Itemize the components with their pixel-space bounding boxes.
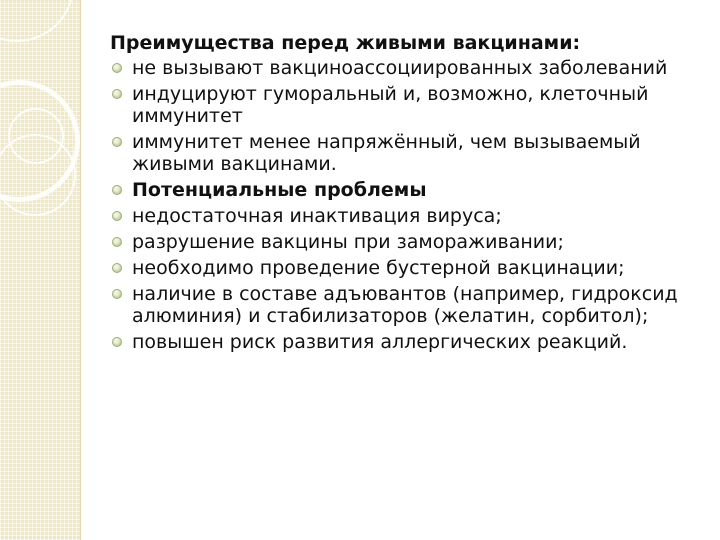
- list-item-text: иммунитет менее напряжённый, чем вызываемый живыми вакцинами.: [132, 131, 641, 175]
- list-item: [110, 205, 700, 227]
- list-item-text: индуцируют гуморальный и, возможно, клеточный иммунитет: [132, 83, 649, 127]
- decorative-side-strip: [0, 0, 80, 540]
- list-item-text: разрушение вакцины при замораживании;: [132, 231, 564, 253]
- decorative-ring: [0, 0, 74, 42]
- list-item: [110, 257, 700, 279]
- list-item-text: недостаточная инактивация вируса;: [132, 205, 502, 227]
- list-item: [110, 231, 700, 253]
- list-item: [110, 283, 700, 327]
- bullet-list: [110, 57, 700, 353]
- bullet-icon: [112, 63, 122, 73]
- bullet-icon: [112, 237, 122, 247]
- bullet-icon: [112, 289, 122, 299]
- bullet-icon: [112, 185, 122, 195]
- slide-content: [110, 32, 700, 357]
- list-item-text: Потенциальные проблемы: [132, 179, 427, 201]
- decorative-ring: [0, 134, 76, 216]
- list-item: [110, 179, 700, 201]
- bullet-icon: [112, 137, 122, 147]
- list-item: [110, 57, 700, 79]
- list-item: [110, 131, 700, 175]
- bullet-icon: [112, 89, 122, 99]
- list-item: [110, 331, 700, 353]
- slide-heading: Преимущества перед живыми вакцинами:: [110, 32, 581, 54]
- list-item: [110, 83, 700, 127]
- list-item-text: не вызывают вакциноассоциированных заболеваний: [132, 57, 668, 79]
- list-item-text: повышен риск развития аллергических реакций.: [132, 331, 628, 353]
- list-item-text: наличие в составе адъювантов (например, гидроксид алюминия) и стабилизаторов (желатин, сорбитол);: [132, 283, 678, 327]
- list-item-text: необходимо проведение бустерной вакцинации;: [132, 257, 625, 279]
- bullet-icon: [112, 337, 122, 347]
- bullet-icon: [112, 211, 122, 221]
- bullet-icon: [112, 263, 122, 273]
- strip-divider: [80, 0, 81, 540]
